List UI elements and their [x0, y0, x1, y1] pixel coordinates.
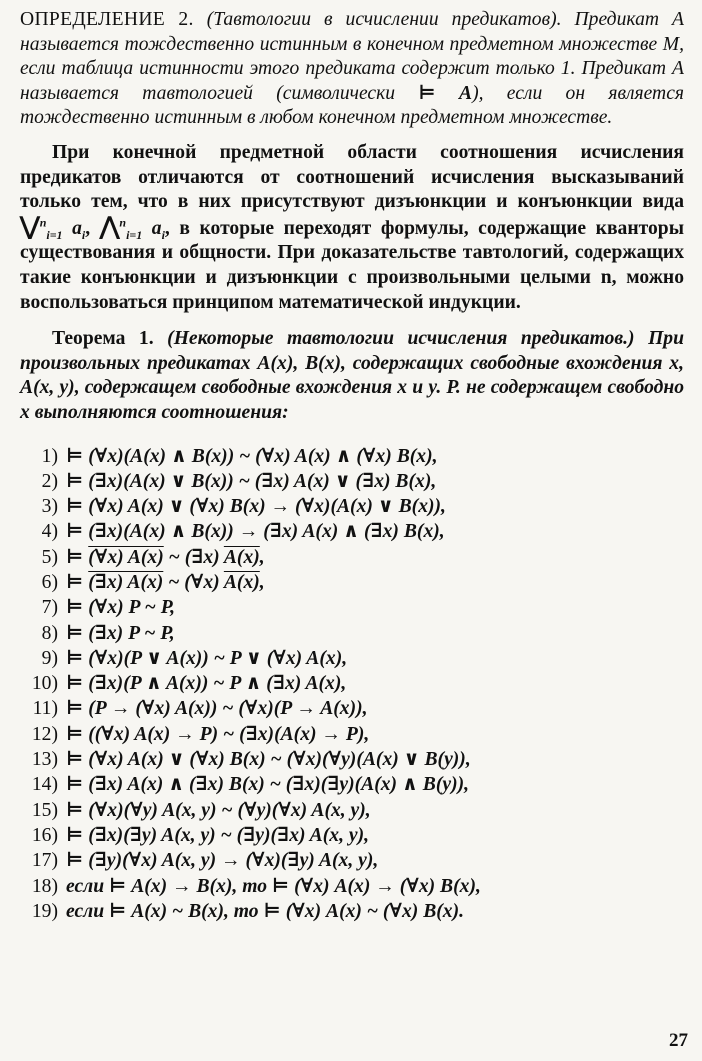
theorem-text: (Некоторые тавтологии исчисления предикатов.) При произвольных предикатах A(x), B(x), содержащих свободные вхождения x, A(x, y), содержащем свободные вхождения x и y. P. не содержащем свободно x выполняются соотношения: — [20, 328, 685, 423]
negated-expression: A(x) — [223, 571, 260, 593]
body-text-start: При конечной предметной области соотношения исчисления предикатов отличаются от соотношений исчисления высказываний только тем, что в них присутствуют дизъюнкции и конъюнкции вида — [20, 141, 684, 213]
negated-expression: (∃x) A(x) — [88, 571, 164, 593]
formula-item: 4) ⊨ (∃x)(A(x) ∧ B(x)) → (∃x) A(x) ∧ (∃x) B(x), — [41, 521, 445, 543]
formula-item: 3) ⊨ (∀x) A(x) ∨ (∀x) B(x) → (∀x)(A(x) ∨ B(x)), — [41, 496, 446, 518]
formula-item: 7) ⊨ (∀x) P ~ P, — [41, 597, 176, 619]
formula-item: 11) ⊨ (P → (∀x) A(x)) ~ (∀x)(P → A(x)), — [32, 698, 368, 720]
negated-expression: (∀x) A(x) — [88, 546, 164, 568]
formula-item: 12) ⊨ ((∀x) A(x) → P) ~ (∃x)(A(x) → P), — [31, 723, 370, 745]
theorem-paragraph — [20, 327, 684, 425]
formula-item: 10) ⊨ (∃x)(P ∧ A(x)) ~ P ∧ (∃x) A(x), — [31, 673, 347, 695]
formula-item: 13) ⊨ (∀x) A(x) ∨ (∀x) B(x) ~ (∀x)(∀y)(A(x) ∨ B(y)), — [31, 749, 471, 771]
page-number: 27 — [669, 1030, 688, 1051]
definition-heading: ОПРЕДЕЛЕНИЕ 2. — [20, 9, 194, 30]
formula-item: 15) ⊨ (∀x)(∀y) A(x, y) ~ (∀y)(∀x) A(x, y), — [31, 799, 371, 821]
formula-item: 14) ⊨ (∃x) A(x) ∧ (∃x) B(x) ~ (∃x)(∃y)(A(x) ∧ B(y)), — [31, 774, 470, 796]
body-paragraph: При конечной предметной области соотношения исчисления предикатов отличаются от соотношений исчисления высказываний только тем, что в них присутствуют дизъюнкции и конъюнкции вида ⋁$^n_{i=1}$ $a_i$, ⋀$^n_{i=1}$ $a_i$, в которые переходят формулы, содержащие кванторы существования и общности. При доказательстве тавтологий, содержащих такие конъюнкции и дизъюнкции с произвольными целыми n, можно воспользоваться принципом математической индукции. — [20, 141, 684, 313]
formula-item: 5) ⊨ (∀x) A(x) ~ (∃x) A(x), — [41, 546, 265, 568]
formula-item: 8) ⊨ (∃x) P ~ P, — [41, 622, 175, 644]
definition-paragraph — [20, 8, 684, 131]
definition-title: (Тавтологии в исчислении предикатов). — [206, 9, 562, 30]
tautology-symbol: ⊨ A — [418, 82, 473, 104]
conjunction-expression: ⋀$^n_{i=1}$ $a_i$ — [99, 213, 165, 242]
formula-item: 16) ⊨ (∃x)(∃y) A(x, y) ~ (∃y)(∃x) A(x, y), — [31, 824, 369, 846]
formula-item: 1) ⊨ (∀x)(A(x) ∧ B(x)) ~ (∀x) A(x) ∧ (∀x) B(x), — [41, 445, 438, 467]
formula-item: 19) если ⊨ A(x) ~ B(x), то ⊨ (∀x) A(x) ~ (∀x) B(x). — [31, 900, 465, 922]
body-text-end: , в которые переходят формулы, содержащие кванторы существования и общности. При доказательстве тавтологий, содержащих такие конъюнкции и дизъюнкции с произвольными целыми n, можно воспользоваться принципом математической индукции. — [20, 217, 684, 313]
negated-expression: A(x) — [223, 546, 260, 568]
theorem-label: Теорема 1. — [52, 328, 154, 350]
formula-item: 2) ⊨ (∃x)(A(x) ∨ B(x)) ~ (∃x) A(x) ∨ (∃x) B(x), — [41, 470, 437, 492]
definition-text-end: ), если он является тождественно истинным в любом конечном предметном множестве. — [20, 82, 684, 129]
formula-item: 9) ⊨ (∀x)(P ∨ A(x)) ~ P ∨ (∀x) A(x), — [41, 647, 348, 669]
formula-item: 18) если ⊨ A(x) → B(x), то ⊨ (∀x) A(x) → (∀x) B(x), — [31, 875, 481, 897]
formula-list — [20, 444, 684, 925]
disjunction-expression: ⋁$^n_{i=1}$ $a_i$ — [20, 213, 86, 242]
formula-item: 17) ⊨ (∃y)(∀x) A(x, y) → (∀x)(∃y) A(x, y), — [31, 850, 379, 872]
definition-text: Предикат A называется тождественно истинным в конечном предметном множестве M, если таблица истинности этого предиката содержит только 1. Предикат A называется тавтологией (символически — [20, 9, 684, 104]
formula-item: 6) ⊨ (∃x) A(x) ~ (∀x) A(x), — [41, 571, 265, 593]
